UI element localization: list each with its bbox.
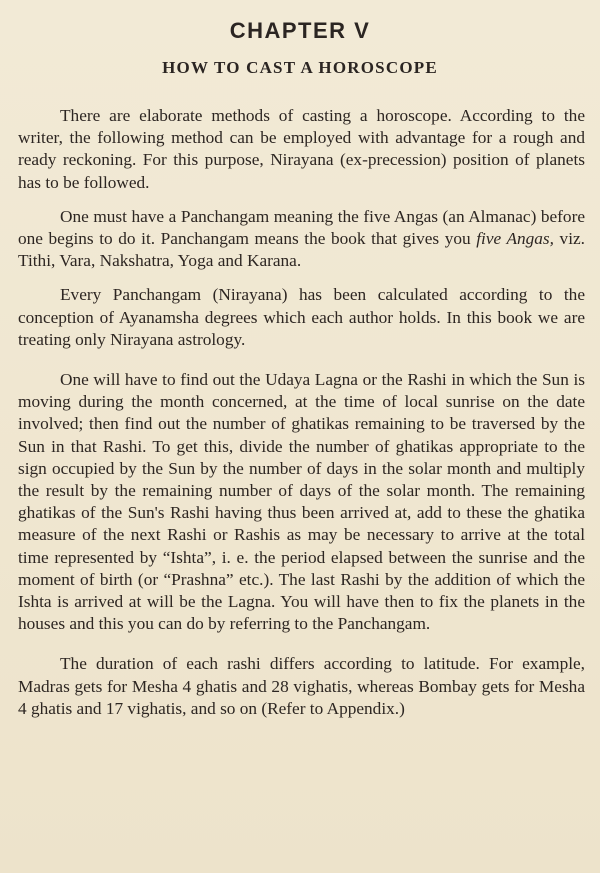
paragraph-udaya-lagna: One will have to find out the Udaya Lagna or the Rashi in which the Sun is moving during the month concerned, at the time of local sunrise on the date involved; then find out the number of ghatikas remaining to be traversed by the Sun in that Rashi. To get this, divide the number of ghatikas appropriate to the sign occupied by the Sun by the number of days in the solar month and multiply the result by the remaining number of days of the solar month. The remaining ghatikas of the Sun's Rashi having thus been arrived at, add to these the ghatika measure of the next Rashi or Rashis as may be necessary to arrive at the total time represented by “Ishta”, i. e. the period elapsed between the sunrise and the moment of birth (or “Prashna” etc.). The last Rashi by the addition of which the Ishta is arrived at will be the Lagna. You will have then to fix the planets in the houses and this you can do by referring to the Panchangam. bbox=[18, 370, 585, 634]
paragraph-ayanamsha: Every Panchangam (Nirayana) has been calculated according to the conception of Ayanamsha degrees which each author holds. In this book we are treating only Nirayana astrology. bbox=[18, 285, 585, 349]
paragraph-rashi-duration: The duration of each rashi differs according to latitude. For example, Madras gets for Mesha 4 ghatis and 28 vighatis, whereas Bombay gets for Mesha 4 ghatis and 17 vighatis, and so on (Refer to Appendix.) bbox=[18, 654, 585, 718]
chapter-subtitle: HOW TO CAST A HOROSCOPE bbox=[162, 58, 438, 77]
paragraph-panchangam bbox=[18, 206, 585, 273]
chapter-body bbox=[18, 105, 585, 732]
chapter-title: CHAPTER V bbox=[229, 18, 371, 43]
paragraph-panchangam-text-1: One must have a Panchangam meaning the five Angas (an Almanac) before one begins to do it. Panchangam means the book that gives you bbox=[18, 206, 585, 249]
paragraph-panchangam-text-2: viz. Tithi, Vara, Nakshatra, Yoga and Karana. bbox=[18, 229, 585, 271]
paragraph-panchangam-italic: five Angas, bbox=[476, 229, 554, 249]
paragraph-methods: There are elaborate methods of casting a horoscope. According to the writer, the following method can be employed with advantage for a rough and ready reckoning. For this purpose, Nirayana (ex-precession) position of planets has to be followed. bbox=[18, 106, 585, 192]
